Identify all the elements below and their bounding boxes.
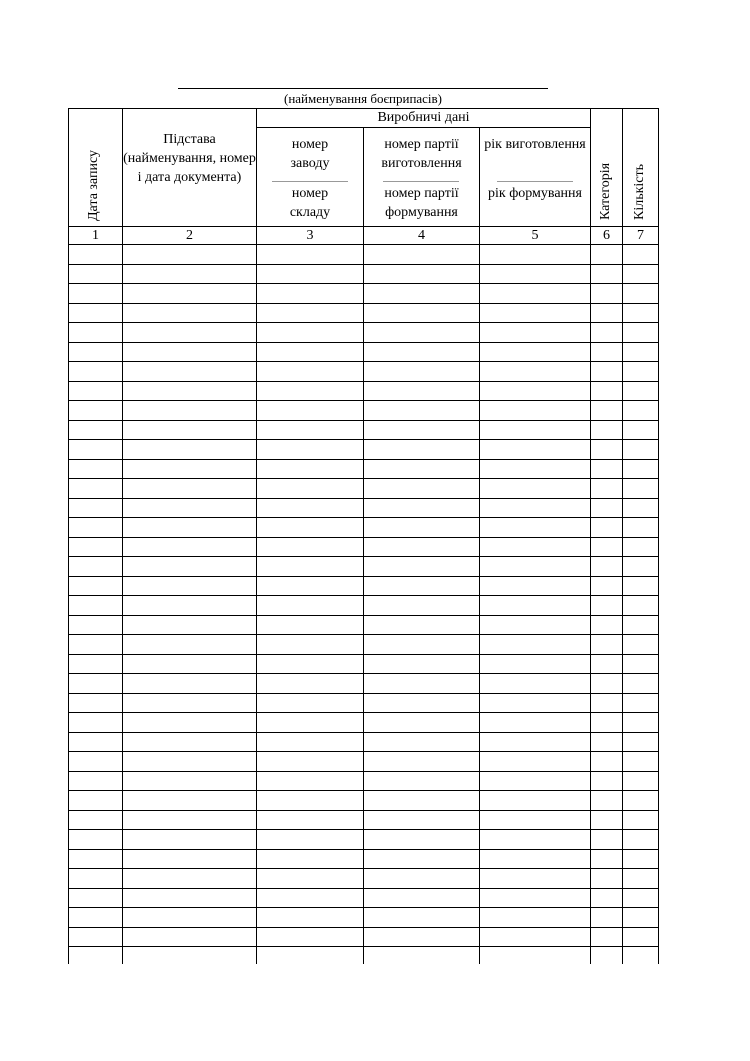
- column-number: 5: [531, 228, 539, 243]
- table-row-line: [68, 712, 659, 713]
- table-row-line: [68, 517, 659, 518]
- table-row-line: [68, 615, 659, 616]
- column-number: 3: [306, 228, 314, 243]
- fraction-line: [272, 181, 348, 182]
- table-row-line: [68, 459, 659, 460]
- header-bottom-line: [68, 226, 659, 227]
- column-divider: [363, 127, 364, 964]
- table-row-line: [68, 595, 659, 596]
- table-row-line: [68, 303, 659, 304]
- column-number: 6: [603, 228, 610, 243]
- table-row-line: [68, 654, 659, 655]
- table-row-line: [68, 946, 659, 947]
- table-row-line: [68, 322, 659, 323]
- table-row-line: [68, 342, 659, 343]
- table-row-line: [68, 361, 659, 362]
- table-row-line: [68, 283, 659, 284]
- header-warehouse-number: номер складу: [289, 186, 331, 220]
- table-row-line: [68, 849, 659, 850]
- header-quantity: Кількість: [632, 163, 647, 220]
- table-row-line: [68, 673, 659, 674]
- group-divider: [256, 127, 591, 128]
- header-basis: Підстава (найменування, номер і дата документа): [123, 132, 256, 185]
- table-row-line: [68, 478, 659, 479]
- header-category: Категорія: [598, 162, 613, 220]
- column-number: 4: [418, 228, 425, 243]
- table-border-right: [658, 108, 659, 964]
- header-production-data: Виробничі дані: [377, 110, 470, 125]
- table-row-line: [68, 693, 659, 694]
- header-formation-year: рік формування: [488, 186, 582, 201]
- table-row-line: [68, 888, 659, 889]
- table-row-line: [68, 751, 659, 752]
- header-formation-batch: номер партії формування: [384, 186, 459, 220]
- table-row-line: [68, 537, 659, 538]
- ammunition-name-caption: (найменування боєприпасів): [283, 91, 443, 106]
- table-row-line: [68, 264, 659, 265]
- header-manufacture-year: рік виготовлення: [484, 137, 586, 152]
- table-row-line: [68, 829, 659, 830]
- table-row-line: [68, 439, 659, 440]
- table-row-line: [68, 556, 659, 557]
- table-row-line: [68, 927, 659, 928]
- header-manufacture-batch: номер партії виготовлення: [381, 137, 462, 171]
- table-row-line: [68, 498, 659, 499]
- column-numbers-bottom-line: [68, 244, 659, 245]
- table-row-line: [68, 907, 659, 908]
- table-row-line: [68, 400, 659, 401]
- table-row-line: [68, 381, 659, 382]
- table-row-line: [68, 771, 659, 772]
- column-number: 1: [92, 228, 99, 243]
- table-row-line: [68, 868, 659, 869]
- column-number: 7: [637, 228, 644, 243]
- header-factory-number: номер заводу: [290, 137, 330, 171]
- fraction-line: [383, 181, 459, 182]
- column-number: 2: [186, 228, 193, 243]
- fraction-line: [497, 181, 573, 182]
- table-row-line: [68, 576, 659, 577]
- table-row-line: [68, 420, 659, 421]
- ammunition-name-line: [178, 88, 548, 89]
- column-divider: [479, 127, 480, 964]
- header-record-date: Дата запису: [86, 150, 101, 221]
- table-row-line: [68, 790, 659, 791]
- table-row-line: [68, 634, 659, 635]
- table-row-line: [68, 810, 659, 811]
- table-row-line: [68, 732, 659, 733]
